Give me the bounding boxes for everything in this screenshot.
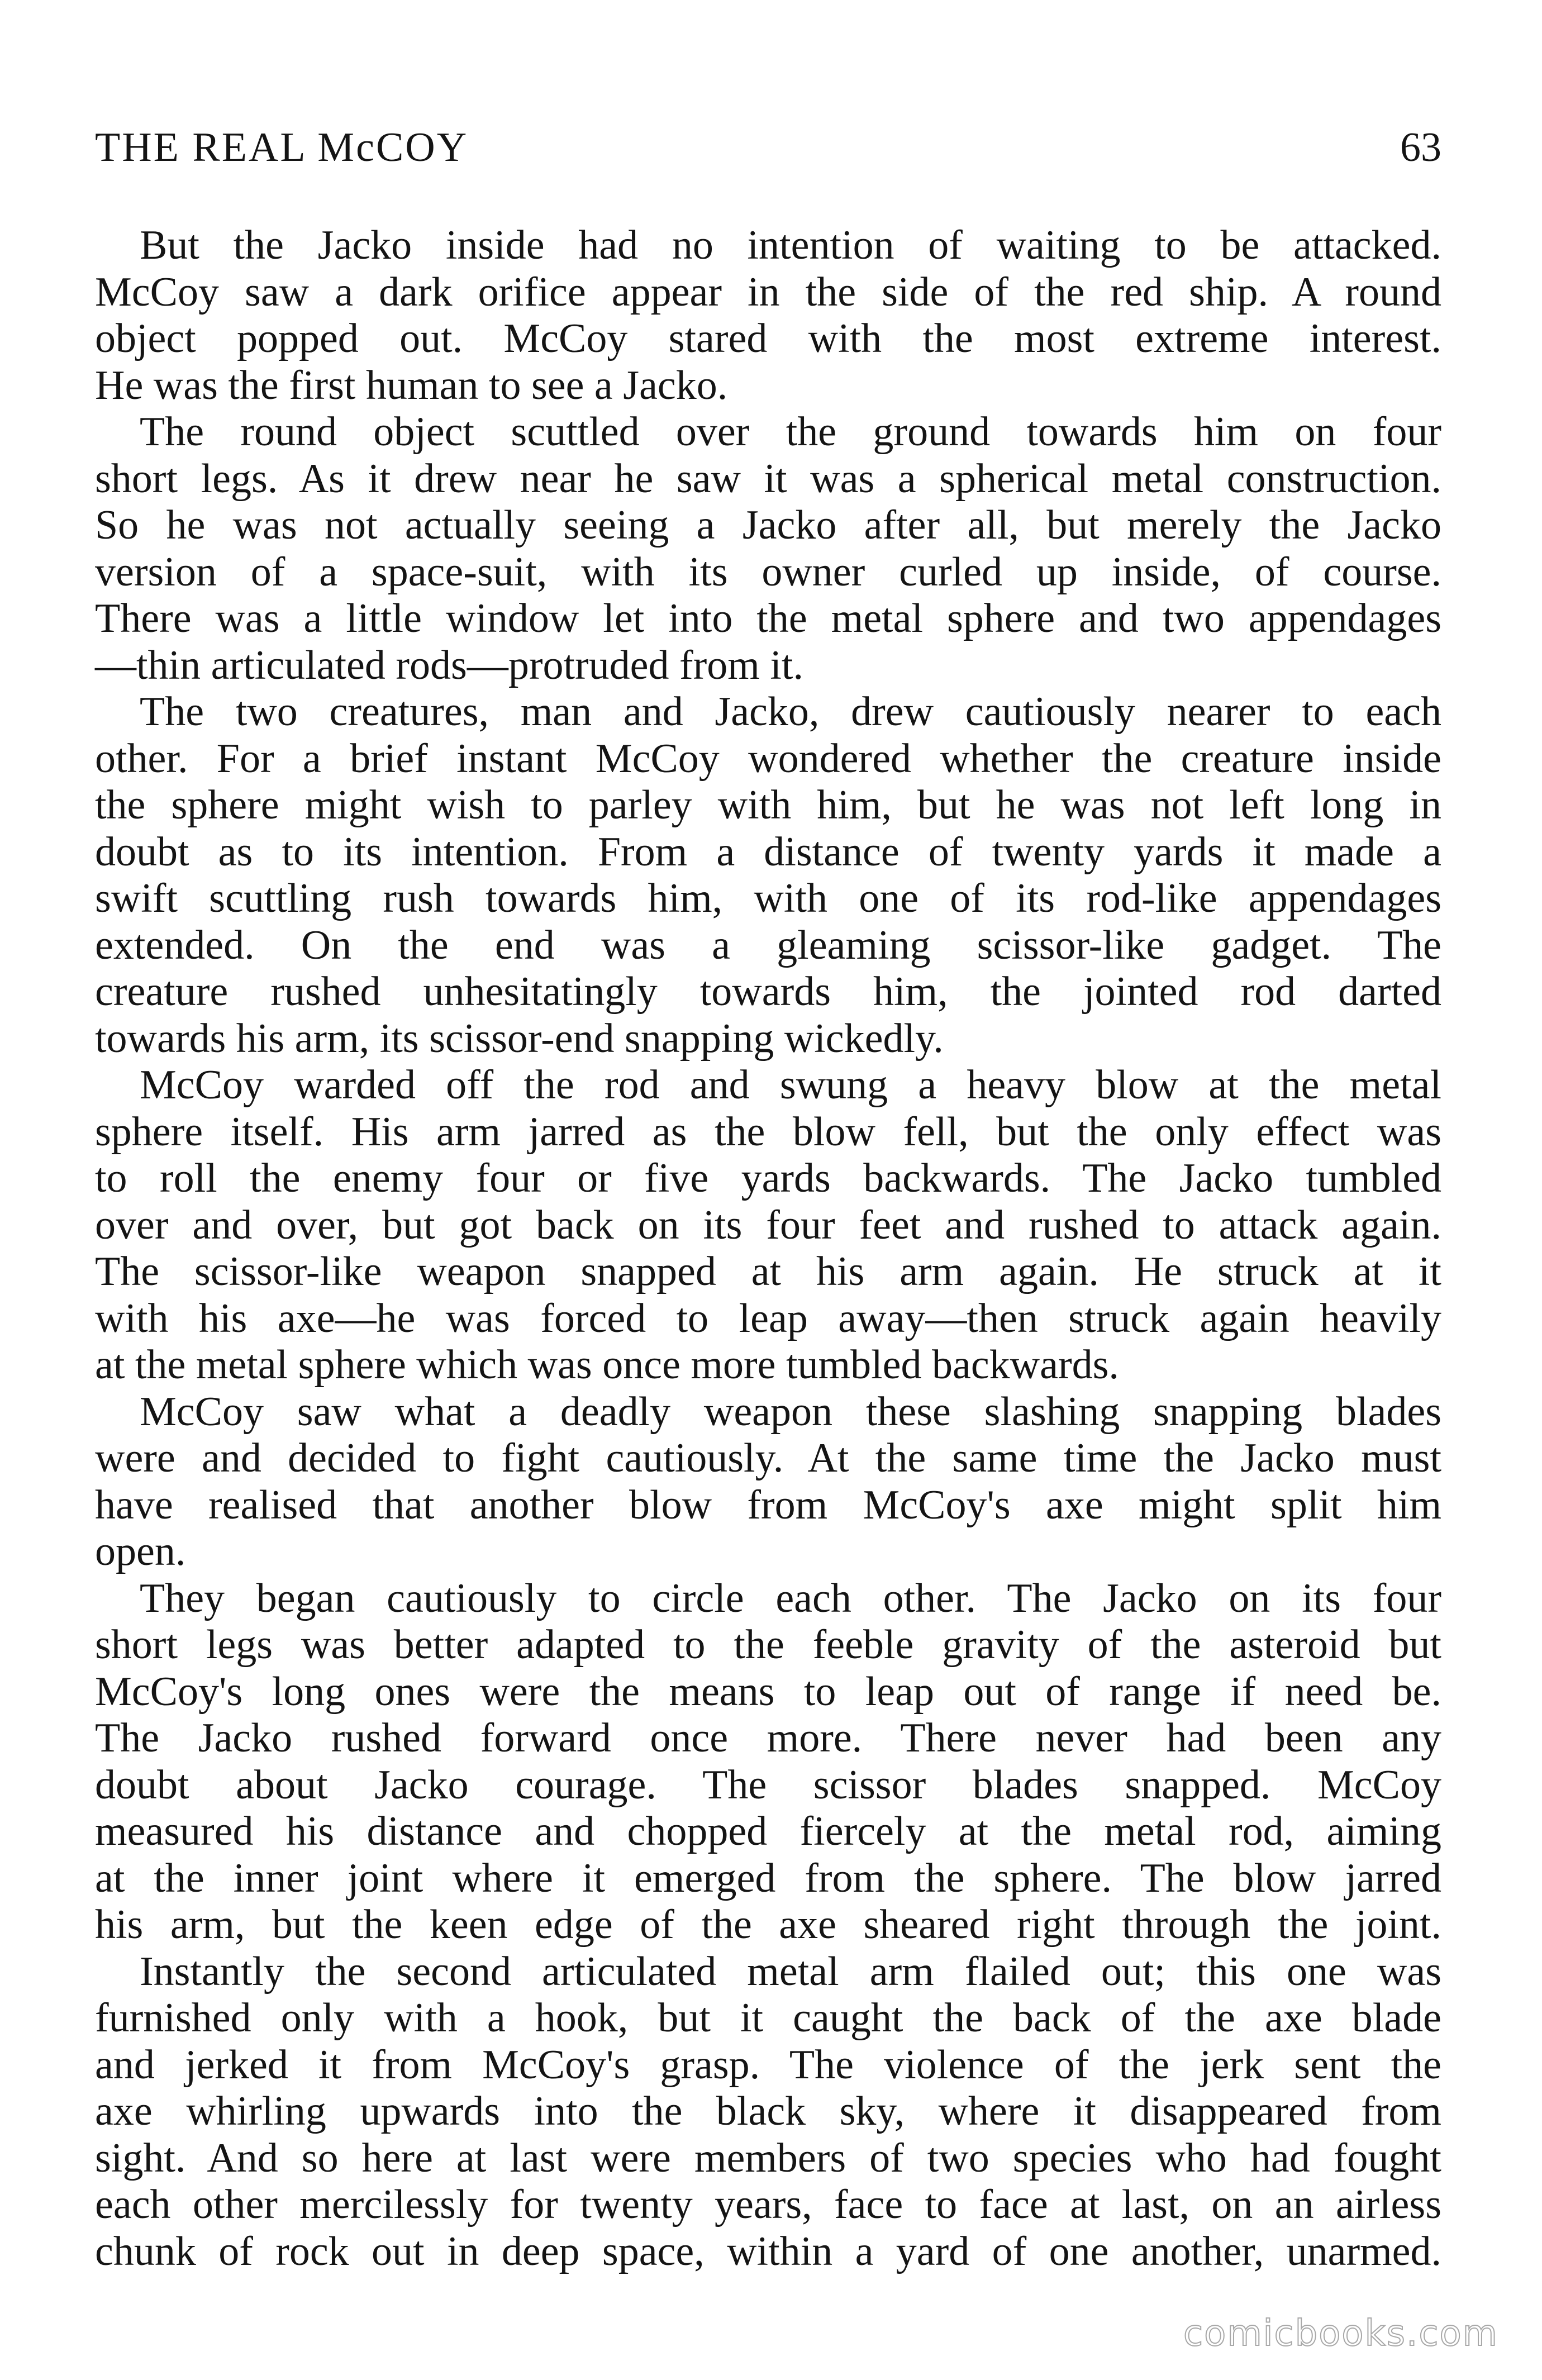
text-line: McCoy saw what a deadly weapon these slashing snapping blades [140, 1388, 1441, 1435]
text-line: sight. And so here at last were members of two species who had fought [95, 2135, 1441, 2181]
text-line: at the metal sphere which was once more tumbled backwards. [95, 1342, 1119, 1388]
text-line: open. [95, 1529, 186, 1574]
text-line: measured his distance and chopped fiercely at the metal rod, aiming [95, 1808, 1441, 1854]
text-line: other. For a brief instant McCoy wondered whether the creature inside [95, 735, 1441, 782]
text-line: chunk of rock out in deep space, within a yard of one another, unarmed. [95, 2228, 1441, 2274]
text-line: Instantly the second articulated metal arm flailed out; this one was [140, 1948, 1441, 1995]
text-line: swift scuttling rush towards him, with one of its rod-like appendages [95, 875, 1441, 921]
text-line: McCoy saw a dark orifice appear in the side of the red ship. A round [95, 269, 1441, 315]
text-line: creature rushed unhesitatingly towards him, the jointed rod darted [95, 969, 1441, 1015]
text-line: short legs was better adapted to the feeble gravity of the asteroid but [95, 1622, 1441, 1668]
text-line: The round object scuttled over the ground towards him on four [140, 409, 1441, 455]
text-line: He was the first human to see a Jacko. [95, 362, 728, 408]
running-title: THE REAL McCOY [95, 125, 469, 170]
text-line: doubt as to its intention. From a distance of twenty yards it made a [95, 829, 1441, 875]
text-line: —thin articulated rods—protruded from it. [95, 642, 803, 688]
text-line: with his axe—he was forced to leap away—then struck again heavily [95, 1295, 1441, 1341]
text-line: object popped out. McCoy stared with the most extreme interest. [95, 316, 1441, 361]
text-line: have realised that another blow from McCoy's axe might split him [95, 1482, 1441, 1528]
text-line: extended. On the end was a gleaming scissor-like gadget. The [95, 922, 1441, 968]
running-head [95, 124, 1441, 180]
page-number: 63 [1400, 125, 1441, 170]
text-line: The Jacko rushed forward once more. There never had been any [95, 1715, 1441, 1761]
text-line: axe whirling upwards into the black sky, where it disappeared from [95, 2088, 1441, 2134]
text-line: each other mercilessly for twenty years, face to face at last, on an airless [95, 2182, 1441, 2227]
watermark: comicbooks.com [1183, 2313, 1498, 2354]
text-line: The scissor-like weapon snapped at his arm again. He struck at it [95, 1249, 1441, 1294]
text-line: over and over, but got back on its four feet and rushed to attack again. [95, 1202, 1441, 1248]
text-line: The two creatures, man and Jacko, drew cautiously nearer to each [140, 689, 1441, 735]
text-line: sphere itself. His arm jarred as the blow fell, but the only effect was [95, 1108, 1441, 1155]
text-line: were and decided to fight cautiously. At the same time the Jacko must [95, 1435, 1441, 1481]
body-text [95, 222, 1441, 2275]
text-line: They began cautiously to circle each other. The Jacko on its four [140, 1575, 1441, 1621]
text-line: McCoy's long ones were the means to leap out of range if need be. [95, 1668, 1441, 1715]
text-line: So he was not actually seeing a Jacko after all, but merely the Jacko [95, 502, 1441, 548]
text-line: the sphere might wish to parley with him, but he was not left long in [95, 782, 1441, 828]
text-line: towards his arm, its scissor-end snapping wickedly. [95, 1015, 944, 1062]
text-line: There was a little window let into the metal sphere and two appendages [95, 596, 1441, 641]
text-line: short legs. As it drew near he saw it was a spherical metal construction. [95, 455, 1441, 502]
text-line: his arm, but the keen edge of the axe sheared right through the joint. [95, 1902, 1441, 1948]
text-line: doubt about Jacko courage. The scissor blades snapped. McCoy [95, 1762, 1441, 1808]
text-line: furnished only with a hook, but it caught the back of the axe blade [95, 1995, 1441, 2041]
text-line: But the Jacko inside had no intention of waiting to be attacked. [140, 222, 1441, 268]
text-line: McCoy warded off the rod and swung a heavy blow at the metal [140, 1062, 1441, 1108]
text-line: to roll the enemy four or five yards backwards. The Jacko tumbled [95, 1155, 1441, 1201]
text-line: and jerked it from McCoy's grasp. The violence of the jerk sent the [95, 2041, 1441, 2088]
text-line: version of a space-suit, with its owner curled up inside, of course. [95, 549, 1441, 595]
text-line: at the inner joint where it emerged from the sphere. The blow jarred [95, 1855, 1441, 1901]
